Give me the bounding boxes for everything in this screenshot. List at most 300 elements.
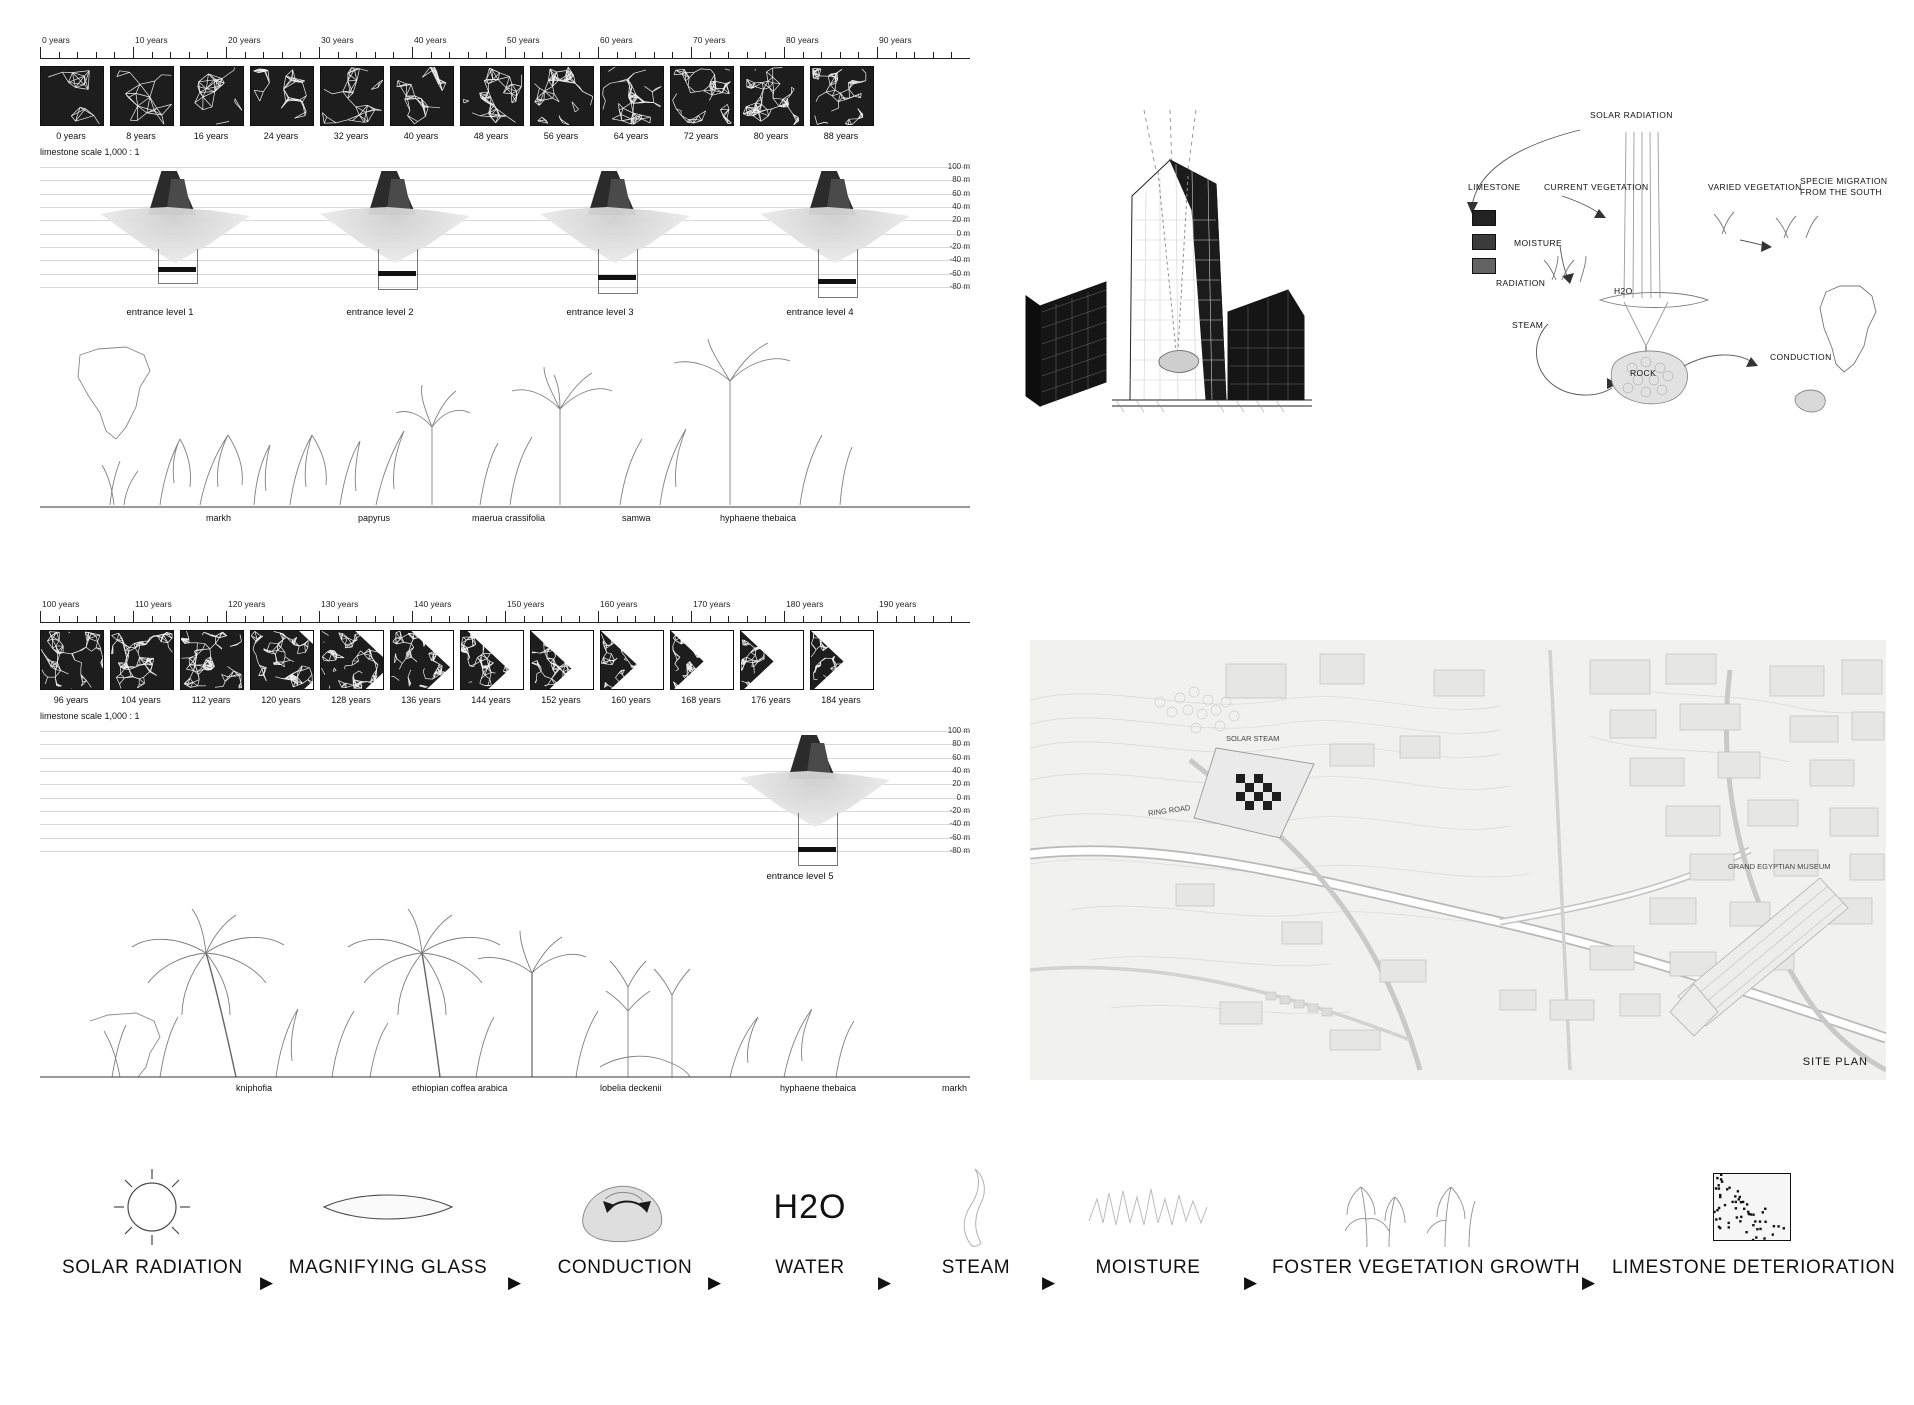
top-ruler (40, 36, 970, 59)
site-label-gem: GRAND EGYPTIAN MUSEUM (1728, 862, 1831, 871)
ruler-tick (59, 52, 60, 58)
ruler-tick (654, 52, 655, 58)
limestone-sample-label: 168 years (681, 695, 721, 705)
section-diagram-5 (740, 735, 920, 865)
ruler-tick (77, 52, 78, 58)
limestone-sample-label: 8 years (126, 131, 156, 141)
ruler-label: 180 years (786, 599, 824, 609)
section-diagram-2 (320, 171, 500, 301)
legend-label-moisture: MOISTURE (1095, 1257, 1201, 1278)
limestone-sample (110, 630, 172, 705)
plant-icon (1272, 1165, 1552, 1249)
ruler-tick (579, 52, 580, 58)
elevation-label: 60 m (952, 188, 970, 198)
ruler-tick (245, 52, 246, 58)
ruler-tick (300, 616, 301, 622)
legend-item-moisture (1068, 1165, 1228, 1279)
limestone-sample (460, 630, 522, 705)
limestone-sample-label: 160 years (611, 695, 651, 705)
legend-label-water: WATER (775, 1257, 845, 1278)
process-diagram-drawing (1440, 110, 1890, 500)
top-vegetation-elevation (40, 335, 970, 535)
limestone-sample-label: 72 years (683, 131, 719, 141)
legend-arrow-7: ▶ (1582, 1273, 1596, 1292)
plant-label-lobelia: lobelia deckenii (600, 1083, 662, 1093)
sun-icon (62, 1165, 242, 1249)
limestone-sample-texture (390, 66, 454, 126)
process-diagram-panel (1440, 110, 1890, 500)
h2o-icon (740, 1165, 880, 1249)
limestone-sample-label: 136 years (401, 695, 441, 705)
limestone-sample (460, 66, 522, 141)
strata-band (818, 279, 856, 284)
label-solar-radiation: SOLAR RADIATION (1590, 110, 1673, 120)
limestone-sample-texture (810, 630, 874, 690)
limestone-sample-texture (40, 630, 104, 690)
ruler-tick (468, 52, 469, 58)
elevation-label: -40 m (949, 819, 970, 829)
limestone-sample (250, 630, 312, 705)
elevation-gridline (40, 167, 970, 168)
ruler-tick (486, 616, 487, 622)
elevation-label: -60 m (949, 268, 970, 278)
ruler-tick-major (877, 47, 878, 58)
plant-label-maerua: maerua crassifolia (472, 513, 546, 523)
elevation-label: 0 m (956, 228, 970, 238)
ruler-tick (635, 52, 636, 58)
ruler-label: 50 years (507, 35, 540, 45)
ruler-tick-major (691, 47, 692, 58)
top-scale-note: limestone scale 1,000 : 1 (40, 147, 140, 157)
ruler-tick (170, 616, 171, 622)
ruler-tick (858, 52, 859, 58)
legend-label-steam: STEAM (941, 1257, 1011, 1278)
elevation-label: -20 m (949, 242, 970, 251)
ruler-label: 80 years (786, 35, 819, 45)
ruler-tick (449, 52, 450, 58)
bottom-vegetation-elevation (40, 891, 970, 1101)
limestone-sample-label: 152 years (541, 695, 581, 705)
limestone-sample-texture (460, 66, 524, 126)
excavation-shaft (378, 249, 418, 290)
process-legend (0, 1185, 1914, 1405)
legend-arrow-4: ▶ (878, 1273, 892, 1292)
limestone-sample-label: 96 years (53, 695, 89, 705)
ruler-label: 20 years (228, 35, 261, 45)
ruler-tick (375, 52, 376, 58)
ruler-tick (356, 616, 357, 622)
ruler-tick (561, 52, 562, 58)
ruler-tick-major (598, 611, 599, 622)
strata-band (378, 271, 416, 276)
legend-label-conduction: CONDUCTION (557, 1257, 693, 1278)
limestone-sample-label: 32 years (333, 131, 369, 141)
limestone-sample-texture (250, 66, 314, 126)
legend-arrow-6: ▶ (1244, 1273, 1258, 1292)
ruler-tick-major (319, 611, 320, 622)
limestone-sample-texture (670, 66, 734, 126)
site-plan-drawing (1030, 640, 1886, 1080)
ruler-tick (207, 52, 208, 58)
legend-item-water (740, 1165, 880, 1279)
ruler-label: 60 years (600, 35, 633, 45)
ruler-tick (951, 52, 952, 58)
ruler-tick (468, 616, 469, 622)
elevation-label: 80 m (952, 739, 970, 749)
limestone-swatch-1 (1472, 210, 1496, 226)
ruler-tick (951, 616, 952, 622)
ruler-tick (821, 52, 822, 58)
ruler-tick (635, 616, 636, 622)
label-conduction: CONDUCTION (1770, 352, 1832, 362)
ruler-tick-major (133, 611, 134, 622)
elevation-label: 20 m (952, 779, 970, 789)
section-label-2: entrance level 2 (346, 307, 414, 318)
ruler-tick-major (691, 611, 692, 622)
legend-arrow-2: ▶ (508, 1273, 522, 1292)
limestone-sample-texture (40, 66, 104, 126)
limestone-sample-label: 120 years (261, 695, 301, 705)
ruler-tick-major (40, 611, 41, 622)
limestone-sample-label: 24 years (263, 131, 299, 141)
ruler-tick-major (412, 47, 413, 58)
ruler-tick (114, 616, 115, 622)
limestone-sample (530, 630, 592, 705)
legend-label-limestone-deterioration: LIMESTONE DETERIORATION (1612, 1257, 1896, 1278)
limestone-sample-texture (740, 66, 804, 126)
limestone-sample (670, 630, 732, 705)
ruler-label: 10 years (135, 35, 168, 45)
limestone-sample (740, 630, 802, 705)
ruler-tick (840, 616, 841, 622)
ruler-tick (170, 52, 171, 58)
h2o-glyph: H2O (773, 1187, 847, 1226)
limestone-sample-texture (670, 630, 734, 690)
legend-arrow-5: ▶ (1042, 1273, 1056, 1292)
limestone-sample-texture (460, 630, 524, 690)
label-radiation: RADIATION (1496, 278, 1546, 288)
ruler-tick (282, 616, 283, 622)
ruler-tick (245, 616, 246, 622)
ruler-label: 130 years (321, 599, 359, 609)
ruler-tick (338, 52, 339, 58)
limestone-sample (810, 66, 872, 141)
ruler-tick (96, 616, 97, 622)
limestone-sample-label: 176 years (751, 695, 791, 705)
elevation-label: 60 m (952, 752, 970, 762)
ruler-tick (821, 616, 822, 622)
plant-label-hyphaene: hyphaene thebaica (720, 513, 797, 523)
ruler-tick (486, 52, 487, 58)
ruler-label: 100 years (42, 599, 80, 609)
elevation-label: 20 m (952, 215, 970, 225)
limestone-sample-texture (600, 630, 664, 690)
limestone-sample (810, 630, 872, 705)
ruler-tick-major (784, 611, 785, 622)
top-section-band (40, 162, 970, 318)
section-label-5: entrance level 5 (766, 871, 834, 882)
section-diagram-1 (100, 171, 280, 301)
ruler-tick (654, 616, 655, 622)
ruler-tick (375, 616, 376, 622)
ruler-tick (710, 52, 711, 58)
ruler-tick (431, 52, 432, 58)
limestone-icon (1612, 1165, 1892, 1249)
label-specie-migration-text: SPECIE MIGRATION FROM THE SOUTH (1800, 176, 1888, 197)
ruler-tick (579, 616, 580, 622)
top-limestone-tiles (40, 66, 970, 141)
plant-label-samwa: samwa (622, 513, 651, 523)
plant-label-kniphofia: kniphofia (236, 1083, 273, 1093)
ruler-tick (840, 52, 841, 58)
limestone-sample (40, 630, 102, 705)
limestone-sample (320, 66, 382, 141)
ruler-tick (765, 616, 766, 622)
ruler-tick (207, 616, 208, 622)
limestone-sample-texture (810, 66, 874, 126)
elevation-gridline (40, 731, 970, 732)
vegetation-drawing-bottom (40, 891, 970, 1081)
limestone-sample-label: 56 years (543, 131, 579, 141)
limestone-sample-label: 16 years (193, 131, 229, 141)
ruler-tick (524, 616, 525, 622)
legend-label-magnifying-glass: MAGNIFYING GLASS (288, 1257, 488, 1278)
limestone-sample-texture (530, 66, 594, 126)
ruler-tick-major (505, 47, 506, 58)
ruler-tick (561, 616, 562, 622)
elevation-label: 40 m (952, 202, 970, 211)
limestone-sample-texture (180, 66, 244, 126)
section-label-3: entrance level 3 (566, 307, 634, 318)
section-label-1: entrance level 1 (126, 307, 194, 318)
ruler-label: 70 years (693, 35, 726, 45)
ruler-tick (728, 52, 729, 58)
section-diagram-4 (760, 171, 940, 301)
ruler-tick (858, 616, 859, 622)
site-label-ring-road: RING ROAD (1147, 803, 1191, 818)
elevation-label: 80 m (952, 175, 970, 185)
ruler-tick (189, 52, 190, 58)
ruler-tick (338, 616, 339, 622)
ruler-tick-major (412, 611, 413, 622)
excavation-shaft (818, 249, 858, 298)
bottom-limestone-tiles (40, 630, 970, 705)
ruler-tick (263, 616, 264, 622)
ruler-tick (672, 52, 673, 58)
ruler-tick-major (226, 47, 227, 58)
limestone-sample (600, 66, 662, 141)
ruler-tick (672, 616, 673, 622)
ruler-tick (300, 52, 301, 58)
ruler-tick (431, 616, 432, 622)
ruler-tick (710, 616, 711, 622)
ruler-tick (933, 52, 934, 58)
section-label-4: entrance level 4 (786, 307, 854, 318)
legend-item-conduction (540, 1165, 710, 1279)
site-label-solar-steam: SOLAR STEAM (1226, 734, 1280, 743)
limestone-sample-texture (320, 630, 384, 690)
limestone-sample (250, 66, 312, 141)
label-steam: STEAM (1512, 320, 1544, 330)
ruler-tick (914, 52, 915, 58)
elevation-label: -60 m (949, 832, 970, 842)
label-specie-migration (1800, 176, 1892, 197)
vegetation-drawing-top (40, 335, 970, 515)
ruler-tick (524, 52, 525, 58)
limestone-sample-label: 88 years (823, 131, 859, 141)
lens-icon (288, 1165, 488, 1249)
elevation-label: 40 m (952, 766, 970, 775)
plant-label-markh: markh (206, 513, 232, 523)
limestone-sample (40, 66, 102, 141)
ruler-label: 170 years (693, 599, 731, 609)
strata-band (798, 847, 836, 852)
limestone-sample-texture (530, 630, 594, 690)
ruler-tick (617, 52, 618, 58)
legend-item-steam (906, 1165, 1046, 1279)
ruler-tick-major (877, 611, 878, 622)
bottom-left-timeline-panel (40, 600, 970, 1120)
legend-arrow-3: ▶ (708, 1273, 722, 1292)
ruler-tick (77, 616, 78, 622)
ruler-tick (747, 52, 748, 58)
ruler-label: 140 years (414, 599, 452, 609)
label-limestone: LIMESTONE (1468, 182, 1521, 192)
ruler-tick (393, 616, 394, 622)
label-h2o: H2O (1614, 286, 1633, 296)
limestone-sample-label: 184 years (821, 695, 861, 705)
ruler-tick (542, 52, 543, 58)
ruler-tick (114, 52, 115, 58)
legend-item-vegetation-growth (1272, 1165, 1581, 1279)
limestone-sample (600, 630, 662, 705)
limestone-sample-label: 80 years (753, 131, 789, 141)
limestone-sample-texture (740, 630, 804, 690)
plant-label-coffea: ethiopian coffea arabica (412, 1083, 508, 1093)
limestone-sample (110, 66, 172, 141)
strata-band (598, 275, 636, 280)
limestone-sample-label: 64 years (613, 131, 649, 141)
ruler-tick (449, 616, 450, 622)
limestone-tile-sample (1713, 1173, 1791, 1241)
site-plan-panel (1030, 640, 1886, 1080)
legend-item-limestone-deterioration (1612, 1165, 1896, 1279)
ruler-label: 110 years (135, 599, 172, 609)
rock-icon (540, 1165, 710, 1249)
bottom-ruler (40, 600, 970, 623)
limestone-sample (180, 630, 242, 705)
ruler-label: 150 years (507, 599, 545, 609)
limestone-sample (390, 630, 452, 705)
elevation-label: 100 m (947, 162, 970, 171)
ruler-tick-major (319, 47, 320, 58)
label-moisture: MOISTURE (1514, 238, 1563, 248)
limestone-sample-label: 144 years (471, 695, 511, 705)
ruler-tick (393, 52, 394, 58)
strata-band (158, 267, 196, 272)
ruler-tick (803, 52, 804, 58)
ruler-tick (617, 616, 618, 622)
limestone-sample-label: 104 years (121, 695, 161, 705)
ruler-label: 40 years (414, 35, 447, 45)
limestone-sample (670, 66, 732, 141)
ruler-label: 0 years (42, 35, 70, 45)
ruler-tick-major (598, 47, 599, 58)
label-varied-vegetation: VARIED VEGETATION (1708, 182, 1802, 192)
elevation-label: -80 m (949, 846, 970, 855)
ruler-tick (189, 616, 190, 622)
legend-label-vegetation-growth: FOSTER VEGETATION GROWTH (1272, 1257, 1581, 1278)
ruler-tick (747, 616, 748, 622)
limestone-sample-texture (180, 630, 244, 690)
elevation-label: -20 m (949, 806, 970, 815)
top-left-timeline-panel (40, 36, 970, 556)
ruler-tick (152, 52, 153, 58)
legend-item-magnifying-glass (288, 1165, 488, 1279)
excavation-shaft (798, 813, 838, 866)
plant-label-hyphaene-2: hyphaene thebaica (780, 1083, 857, 1093)
limestone-sample-texture (390, 630, 454, 690)
elevation-label: -80 m (949, 282, 970, 291)
excavation-shaft (598, 249, 638, 294)
elevation-label: 100 m (947, 726, 970, 735)
ruler-tick (96, 52, 97, 58)
ruler-tick (356, 52, 357, 58)
label-rock: ROCK (1630, 368, 1657, 378)
ruler-tick (803, 616, 804, 622)
ruler-tick-major (784, 47, 785, 58)
label-current-vegetation: CURRENT VEGETATION (1544, 182, 1649, 192)
ruler-tick (914, 616, 915, 622)
limestone-sample (740, 66, 802, 141)
ruler-tick-major (40, 47, 41, 58)
legend-item-solar-radiation (62, 1165, 242, 1279)
limestone-sample-texture (600, 66, 664, 126)
ruler-tick (152, 616, 153, 622)
limestone-sample (180, 66, 242, 141)
site-plan-title: SITE PLAN (1802, 1056, 1868, 1068)
plant-label-papyrus: papyrus (358, 513, 391, 523)
ruler-tick-major (226, 611, 227, 622)
ruler-tick-major (505, 611, 506, 622)
elevation-label: 0 m (956, 792, 970, 802)
building-section-panel (1020, 100, 1400, 480)
ruler-label: 30 years (321, 35, 354, 45)
ruler-tick (933, 616, 934, 622)
limestone-sample-texture (110, 66, 174, 126)
ruler-tick (896, 616, 897, 622)
ruler-tick (896, 52, 897, 58)
ruler-tick (59, 616, 60, 622)
steam-icon (906, 1165, 1046, 1249)
ruler-label: 190 years (879, 599, 917, 609)
ruler-label: 120 years (228, 599, 266, 609)
limestone-sample-texture (320, 66, 384, 126)
limestone-sample (320, 630, 382, 705)
plant-label-markh-2: markh (942, 1083, 968, 1093)
legend-label-solar-radiation: SOLAR RADIATION (62, 1257, 243, 1278)
ruler-tick (728, 616, 729, 622)
limestone-sample (390, 66, 452, 141)
ruler-label: 90 years (879, 35, 912, 45)
building-section-drawing (1020, 100, 1400, 480)
ruler-tick (282, 52, 283, 58)
bottom-scale-note: limestone scale 1,000 : 1 (40, 711, 140, 721)
limestone-sample-label: 112 years (191, 695, 231, 705)
limestone-sample-label: 128 years (331, 695, 371, 705)
ruler-label: 160 years (600, 599, 638, 609)
limestone-swatch-2 (1472, 234, 1496, 250)
